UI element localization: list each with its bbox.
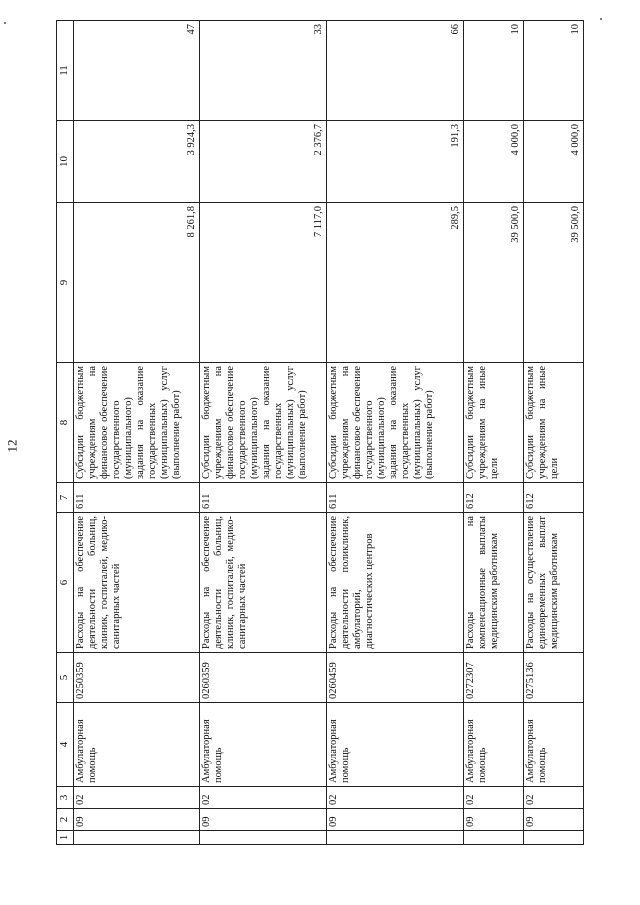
cell-planned-amount: 7 117,0 [200, 203, 326, 363]
table-row [200, 21, 326, 845]
cell-target-code: 0275136 [523, 653, 583, 703]
cell-subsection: 02 [463, 787, 523, 809]
cell-planned-amount: 39 500,0 [523, 203, 583, 363]
column-header: 5 [57, 653, 74, 703]
cell-actual-amount: 2 376,7 [200, 121, 326, 203]
cell-target-code: 0260459 [326, 653, 463, 703]
cell-section: 09 [463, 809, 523, 831]
cell-target-code: 0250359 [74, 653, 200, 703]
cell-section: 09 [74, 809, 200, 831]
cell-planned-amount: 39 500,0 [463, 203, 523, 363]
budget-table [56, 20, 584, 845]
cell-expense-description: Расходы на компенсационные выплаты медицинским работникам [463, 513, 523, 653]
cell-expense-type-name: Субсидии бюджетным учреждениям на иные цели [523, 363, 583, 483]
table-row [463, 21, 523, 845]
cell-col1 [326, 831, 463, 845]
cell-planned-amount: 289,5 [326, 203, 463, 363]
cell-target-code: 0272307 [463, 653, 523, 703]
cell-subsection: 02 [74, 787, 200, 809]
cell-subsection-name: Амбулаторная помощь [523, 703, 583, 787]
column-header: 9 [57, 203, 74, 363]
scan-speck [600, 18, 602, 20]
cell-percent: 10 [463, 21, 523, 121]
budget-table-container [56, 21, 584, 845]
cell-expense-type-name: Субсидии бюджетным учреждениям на финансовое обеспечение государственного (муниципального) задания на оказание государственных (муниципальных) услуг (выполнение работ) [74, 363, 200, 483]
cell-expense-type-code: 612 [523, 483, 583, 513]
cell-col1 [523, 831, 583, 845]
column-header: 1 [57, 831, 74, 845]
cell-actual-amount: 4 000,0 [523, 121, 583, 203]
cell-expense-description: Расходы на обеспечение деятельности поликлиник, амбулаторий, диагностических центров [326, 513, 463, 653]
cell-expense-description: Расходы на осуществление единовременных выплат медицинским работникам [523, 513, 583, 653]
table-row [74, 21, 200, 845]
cell-percent: 66 [326, 21, 463, 121]
cell-percent: 33 [200, 21, 326, 121]
cell-expense-type-code: 611 [74, 483, 200, 513]
cell-col1 [74, 831, 200, 845]
cell-subsection: 02 [326, 787, 463, 809]
cell-percent: 47 [74, 21, 200, 121]
cell-subsection: 02 [200, 787, 326, 809]
cell-section: 09 [523, 809, 583, 831]
column-header: 7 [57, 483, 74, 513]
cell-subsection-name: Амбулаторная помощь [463, 703, 523, 787]
page-number: 12 [4, 439, 20, 453]
scan-speck [4, 22, 6, 24]
column-header: 2 [57, 809, 74, 831]
cell-target-code: 0260359 [200, 653, 326, 703]
cell-actual-amount: 191,3 [326, 121, 463, 203]
column-header: 6 [57, 513, 74, 653]
cell-expense-description: Расходы на обеспечение деятельности больниц, клиник, госпиталей, медико-санитарных частей [200, 513, 326, 653]
column-header: 11 [57, 21, 74, 121]
cell-expense-type-code: 612 [463, 483, 523, 513]
cell-subsection-name: Амбулаторная помощь [200, 703, 326, 787]
cell-expense-type-name: Субсидии бюджетным учреждениям на финансовое обеспечение государственного (муниципального) задания на оказание государственных (муниципальных) услуг (выполнение работ) [326, 363, 463, 483]
cell-expense-type-name: Субсидии бюджетным учреждениям на иные цели [463, 363, 523, 483]
cell-subsection-name: Амбулаторная помощь [74, 703, 200, 787]
column-header: 8 [57, 363, 74, 483]
cell-subsection-name: Амбулаторная помощь [326, 703, 463, 787]
cell-actual-amount: 3 924,3 [74, 121, 200, 203]
table-row [523, 21, 583, 845]
cell-expense-type-code: 611 [200, 483, 326, 513]
cell-subsection: 02 [523, 787, 583, 809]
header-row [57, 21, 74, 845]
cell-planned-amount: 8 261,8 [74, 203, 200, 363]
cell-col1 [200, 831, 326, 845]
cell-col1 [463, 831, 523, 845]
cell-expense-description: Расходы на обеспечение деятельности больниц, клиник, госпиталей, медико-санитарных частей [74, 513, 200, 653]
column-header: 10 [57, 121, 74, 203]
cell-section: 09 [326, 809, 463, 831]
column-header: 4 [57, 703, 74, 787]
column-header: 3 [57, 787, 74, 809]
cell-expense-type-name: Субсидии бюджетным учреждениям на финансовое обеспечение государственного (муниципального) задания на оказание государственных (муниципальных) услуг (выполнение работ) [200, 363, 326, 483]
cell-section: 09 [200, 809, 326, 831]
table-row [326, 21, 463, 845]
cell-expense-type-code: 611 [326, 483, 463, 513]
cell-actual-amount: 4 000,0 [463, 121, 523, 203]
cell-percent: 10 [523, 21, 583, 121]
